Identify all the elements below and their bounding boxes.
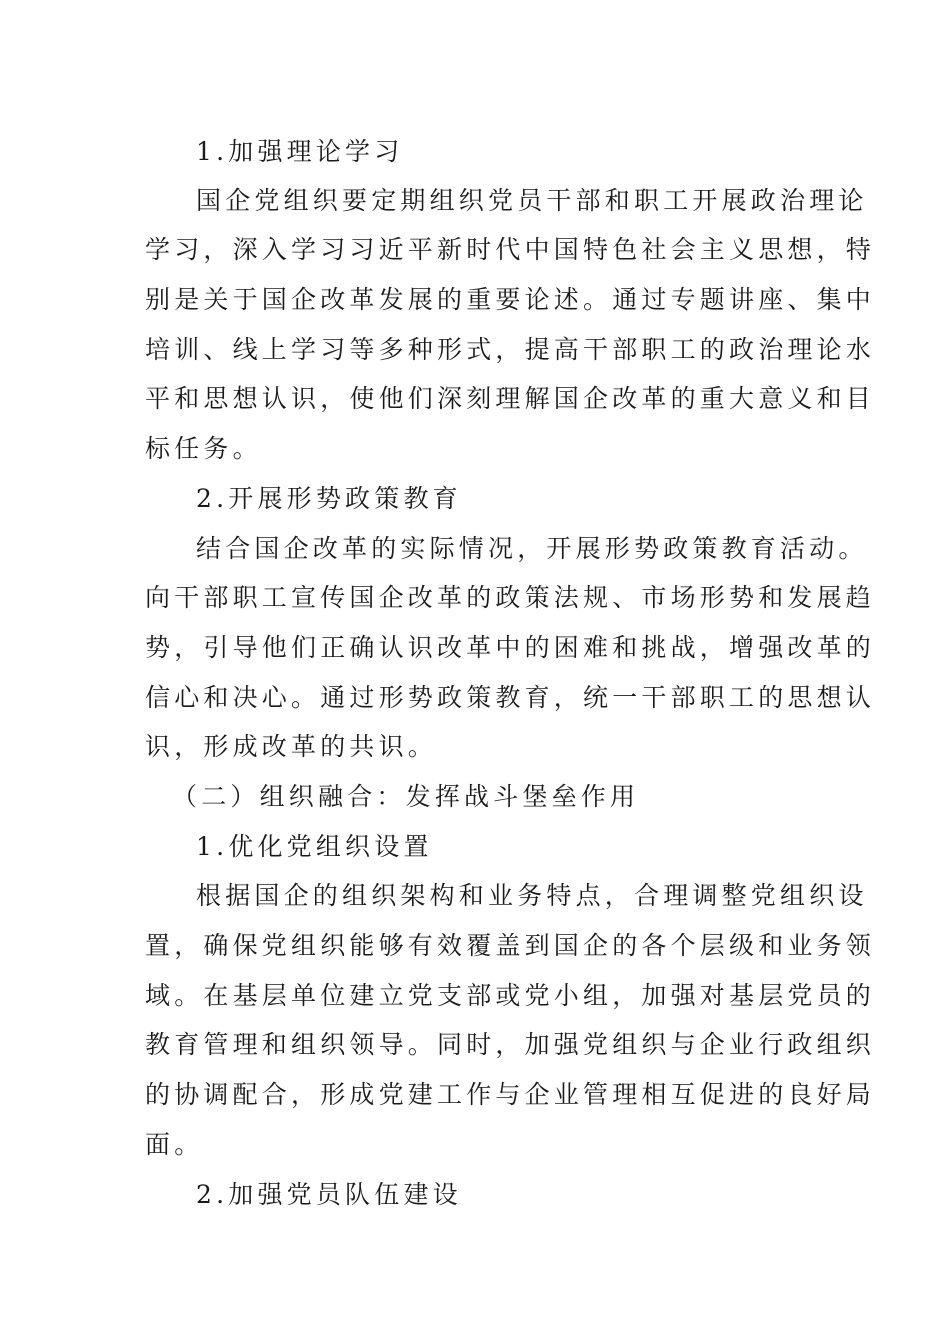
heading-party-member-team: 2.加强党员队伍建设 <box>196 1180 462 1209</box>
paragraph-line: 的协调配合，形成党建工作与企业管理相互促进的良好局 <box>145 1080 876 1109</box>
heading-policy-education: 2.开展形势政策教育 <box>196 484 462 513</box>
paragraph-line: 面。 <box>145 1130 204 1159</box>
paragraph-line: 别是关于国企改革发展的重要论述。通过专题讲座、集中 <box>145 285 876 314</box>
paragraph-line: 教育管理和组织领导。同时，加强党组织与企业行政组织 <box>145 1030 876 1059</box>
section-heading-organizational-integration: （二）组织融合：发挥战斗堡垒作用 <box>172 782 640 811</box>
paragraph-line: 学习，深入学习习近平新时代中国特色社会主义思想，特 <box>145 235 876 264</box>
paragraph-line: 结合国企改革的实际情况，开展形势政策教育活动。 <box>196 534 868 563</box>
paragraph-line: 置，确保党组织能够有效覆盖到国企的各个层级和业务领 <box>145 931 876 960</box>
paragraph-line: 识，形成改革的共识。 <box>145 732 438 761</box>
paragraph-line: 势，引导他们正确认识改革中的困难和挑战，增强改革的 <box>145 633 876 662</box>
paragraph-line: 根据国企的组织架构和业务特点，合理调整党组织设 <box>196 881 868 910</box>
paragraph-line: 信心和决心。通过形势政策教育，统一干部职工的思想认 <box>145 683 876 712</box>
heading-strengthen-theory-study: 1.加强理论学习 <box>196 137 404 166</box>
paragraph-line: 向干部职工宣传国企改革的政策法规、市场形势和发展趋 <box>145 583 876 612</box>
paragraph-line: 平和思想认识，使他们深刻理解国企改革的重大意义和目 <box>145 384 876 413</box>
paragraph-line: 域。在基层单位建立党支部或党小组，加强对基层党员的 <box>145 981 876 1010</box>
heading-optimize-party-organization: 1.优化党组织设置 <box>196 832 433 861</box>
paragraph-line: 标任务。 <box>145 434 262 463</box>
paragraph-line: 培训、线上学习等多种形式，提高干部职工的政治理论水 <box>145 335 876 364</box>
paragraph-line: 国企党组织要定期组织党员干部和职工开展政治理论 <box>196 186 868 215</box>
